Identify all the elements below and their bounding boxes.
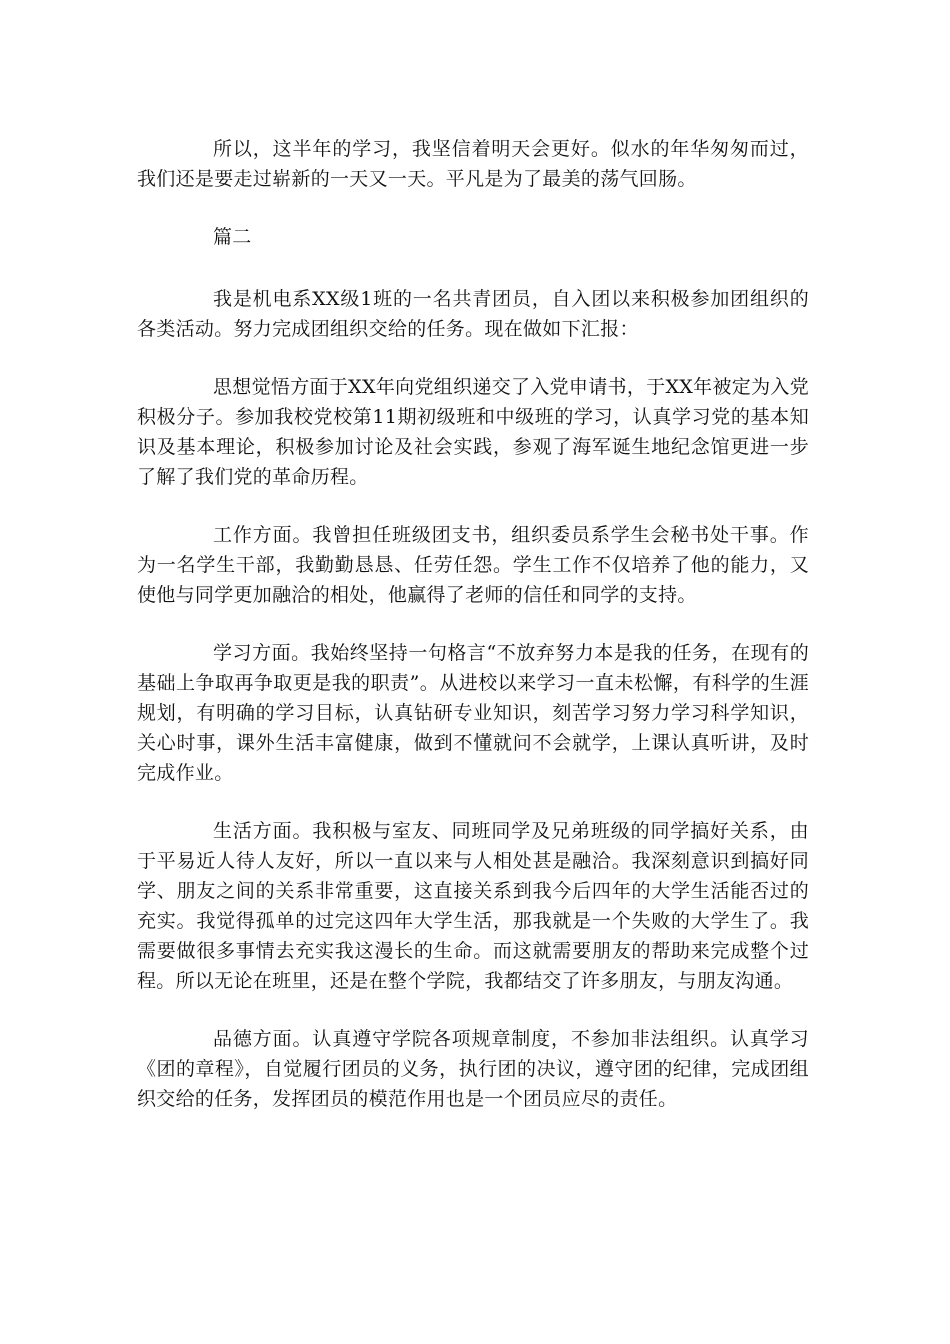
paragraph-work: 工作方面。我曾担任班级团支书，组织委员系学生会秘书处干事。作为一名学生干部，我勤勤恳恳、任劳任怨。学生工作不仅培养了他的能力，又使他与同学更加融洽的相处，他赢得了老师的信任和同学的支持。 xyxy=(137,524,809,606)
paragraph-life: 生活方面。我积极与室友、同班同学及兄弟班级的同学搞好关系，由于平易近人待人友好，所以一直以来与人相处甚是融洽。我深刻意识到搞好同学、朋友之间的关系非常重要，这直接关系到我今后四年的大学生活能否过的充实。我觉得孤单的过完这四年大学生活，那我就是一个失败的大学生了。我需要做很多事情去充实我这漫长的生命。而这就需要朋友的帮助来完成整个过程。所以无论在班里，还是在整个学院，我都结交了许多朋友，与朋友沟通。 xyxy=(137,820,809,992)
paragraph-introduction: 我是机电系XX级1班的一名共青团员，自入团以来积极参加团组织的各类活动。努力完成团组织交给的任务。现在做如下汇报： xyxy=(137,288,809,340)
section-heading: 篇二 xyxy=(213,226,252,248)
paragraph-ideology: 思想觉悟方面于XX年向党组织递交了入党申请书，于XX年被定为入党积极分子。参加我校党校第11期初级班和中级班的学习，认真学习党的基本知识及基本理论，积极参加讨论及社会实践，参观了海军诞生地纪念馆更进一步了解了我们党的革命历程。 xyxy=(137,376,809,488)
paragraph-study: 学习方面。我始终坚持一句格言“不放弃努力本是我的任务，在现有的基础上争取再争取更是我的职责”。从进校以来学习一直未松懈，有科学的生涯规划，有明确的学习目标，认真钻研专业知识，刻苦学习努力学习科学知识，关心时事，课外生活丰富健康，做到不懂就问不会就学，上课认真听讲，及时完成作业。 xyxy=(137,642,809,784)
paragraph-morality: 品德方面。认真遵守学院各项规章制度，不参加非法组织。认真学习《团的章程》，自觉履行团员的义务，执行团的决议，遵守团的纪律，完成团组织交给的任务，发挥团员的模范作用也是一个团员应尽的责任。 xyxy=(137,1028,809,1110)
paragraph-conclusion: 所以，这半年的学习，我坚信着明天会更好。似水的年华匆匆而过，我们还是要走过崭新的一天又一天。平凡是为了最美的荡气回肠。 xyxy=(137,138,809,190)
document-page xyxy=(137,134,809,1142)
